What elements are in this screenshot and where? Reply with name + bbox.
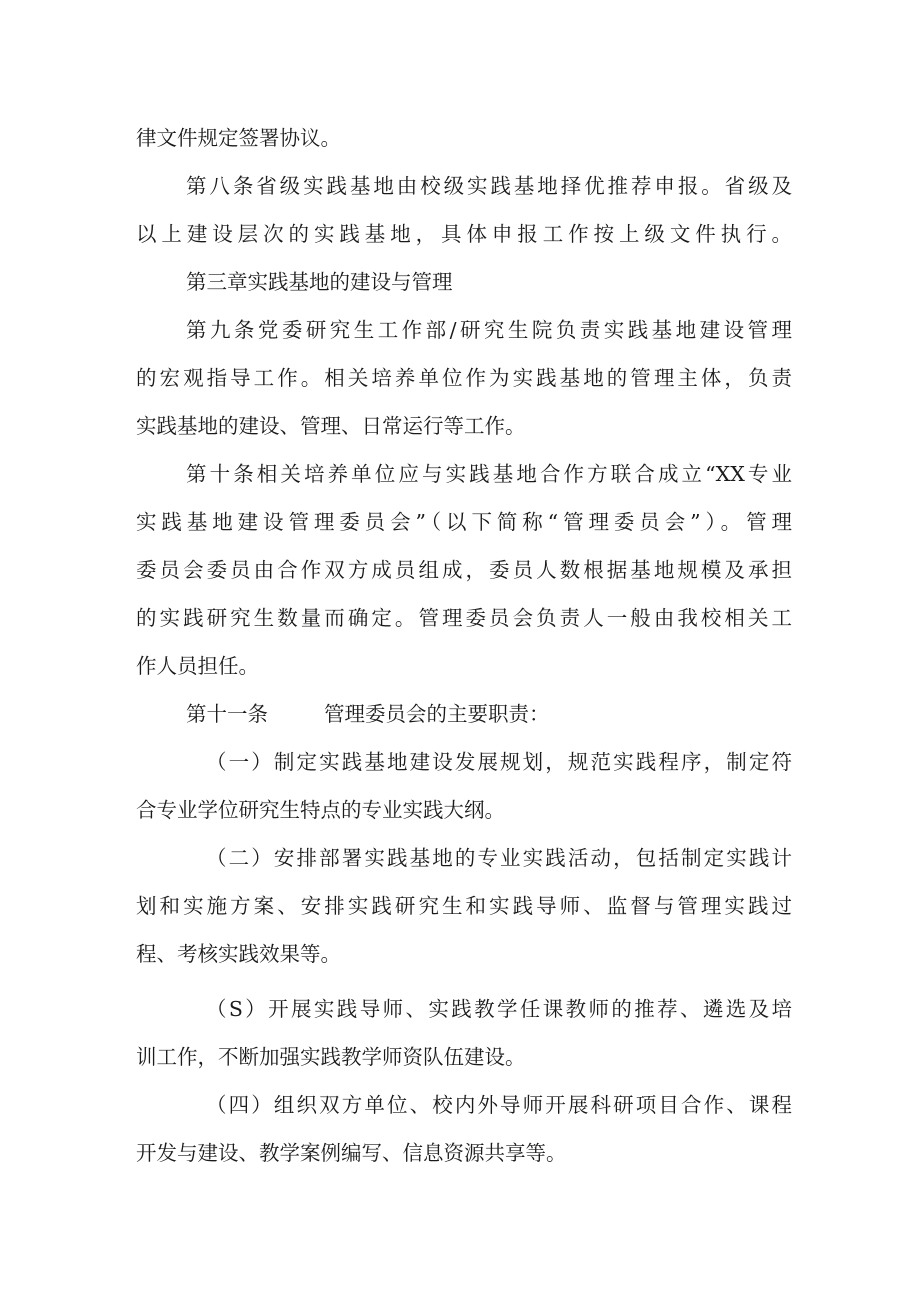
text-line: （S）开展实践导师、实践教学任课教师的推荐、遴选及培 — [206, 997, 792, 1021]
text-line: 作人员担任。 — [136, 654, 259, 678]
article-heading — [186, 700, 792, 728]
text-line: 实践基地建设管理委员会”（以下简称“管理委员会”）。管理 — [136, 510, 792, 534]
text-line: 第九条党委研究生工作部/研究生院负责实践基地建设管理 — [186, 318, 792, 342]
text-line: 合专业学位研究生特点的专业实践大纲。 — [136, 798, 505, 822]
text-line: 第八条省级实践基地由校级实践基地择优推荐申报。省级及 — [186, 174, 792, 198]
text-line: 律文件规定签署协议。 — [136, 126, 341, 150]
text-line: （二）安排部署实践基地的专业实践活动，包括制定实践计 — [206, 846, 792, 870]
article-number: 第十一条 — [186, 702, 268, 726]
text-line: 程、考核实践效果等。 — [136, 942, 341, 966]
text-line: 以上建设层次的实践基地，具体申报工作按上级文件执行。 — [136, 222, 792, 246]
text-line: 的实践研究生数量而确定。管理委员会负责人一般由我校相关工 — [136, 606, 792, 630]
text-line: 的宏观指导工作。相关培养单位作为实践基地的管理主体，负责 — [136, 366, 792, 390]
text-line: 训工作，不断加强实践教学师资队伍建设。 — [136, 1045, 526, 1069]
text-line: （四）组织双方单位、校内外导师开展科研项目合作、课程 — [206, 1093, 792, 1117]
text-line: 第十条相关培养单位应与实践基地合作方联合成立“XX专业 — [186, 462, 792, 486]
text-line: 开发与建设、教学案例编写、信息资源共享等。 — [136, 1141, 567, 1165]
text-line: 划和实施方案、安排实践研究生和实践导师、监督与管理实践过 — [136, 894, 792, 918]
section-heading: 第三章实践基地的建设与管理 — [186, 270, 453, 294]
text-line: （一）制定实践基地建设发展规划，规范实践程序，制定符 — [206, 750, 792, 774]
text-line: 实践基地的建设、管理、日常运行等工作。 — [136, 414, 526, 438]
text-line: 委员会委员由合作双方成员组成，委员人数根据基地规模及承担 — [136, 558, 792, 582]
article-title: 管理委员会的主要职责： — [324, 702, 550, 726]
